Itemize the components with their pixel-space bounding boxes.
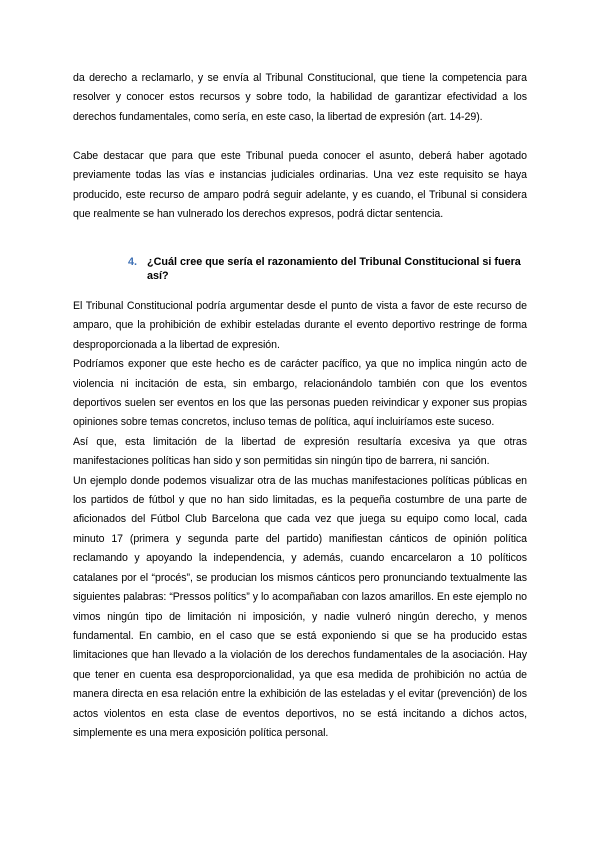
paragraph-text: da derecho a reclamarlo, y se envía al Tribunal Constitucional, que tiene la competencia para resolver y conocer estos recursos y sobre todo, la habilidad de garantizar efectividad a los derechos fundamentales, como sería, en este caso, la libertad de expresión (art. 14-29). [73, 72, 527, 123]
answer-paragraph-1: El Tribunal Constitucional podría argumentar desde el punto de vista a favor de este recurso de amparo, que la prohibición de exhibir esteladas durante el evento deportivo restringe de forma desproporcionada a la libertad de expresión. [73, 300, 527, 351]
question-text: ¿Cuál cree que sería el razonamiento del Tribunal Constitucional si fuera así? [147, 256, 521, 283]
paragraph-text: Cabe destacar que para que este Tribunal pueda conocer el asunto, deberá haber agotado previamente todas las vías e instancias judiciales ordinarias. Una vez este requisito se haya producido, este recurso de amparo podrá seguir adelante, y es cuando, el Tribunal si considera que realmente se han vulnerado los derechos expresos, podrá dictar sentencia. [73, 150, 527, 221]
answer-paragraph-2: Podríamos exponer que este hecho es de carácter pacífico, ya que no implica ningún acto de violencia ni incitación de esta, sin embargo, relacionándolo también con que los eventos deportivos suelen ser eventos en los que las personas pueden reivindicar y exponer sus propias opiniones sobre temas concretos, incluso temas de política, aquí incluiríamos este suceso. [73, 358, 527, 429]
intro-paragraph-1 [73, 69, 527, 127]
answer-paragraph-3: Así que, esta limitación de la libertad de expresión resultaría excesiva ya que otras manifestaciones políticas han sido y son permitidas sin ningún tipo de barrera, ni sanción. [73, 435, 527, 468]
intro-paragraph-2 [73, 147, 527, 225]
answer-paragraph-4: Un ejemplo donde podemos visualizar otra de las muchas manifestaciones políticas públicas en los partidos de fútbol y que no han sido limitadas, es la pequeña costumbre de una parte de aficionados del Fútbol Club Barcelona que cada vez que juega su equipo como local, cada minuto 17 (primera y segunda parte del partido) manifiestan cánticos de opinión política reclamando y apoyando la independencia, y además, cuando encarcelaron a 10 políticos catalanes por el “procés”, se producian los mismos cánticos pero pronunciando textualmente las siguientes palabras: “Pressos polítics” y lo acompañaban con lazos amarillos. En este ejemplo no vimos ningún tipo de limitación ni imposición, y nadie vulneró ningún derecho, y menos fundamental. En cambio, en el caso que se está exponiendo si que se ha producido estas limitaciones que han llevado a la violación de los derechos fundamentales de la asociación. Hay que tener en cuenta esa desproporcionalidad, ya que esa medida de prohibición no actúa de manera directa en esa relación entre la exhibición de las esteladas y el evitar (prevención) de los actos violentos en esta clase de eventos deportivos, no se está incitando a dichos actos, simplemente es una mera exposición política personal. [73, 474, 527, 739]
question-heading [128, 255, 528, 284]
question-number: 4. [128, 256, 138, 268]
answer-section [73, 297, 527, 743]
